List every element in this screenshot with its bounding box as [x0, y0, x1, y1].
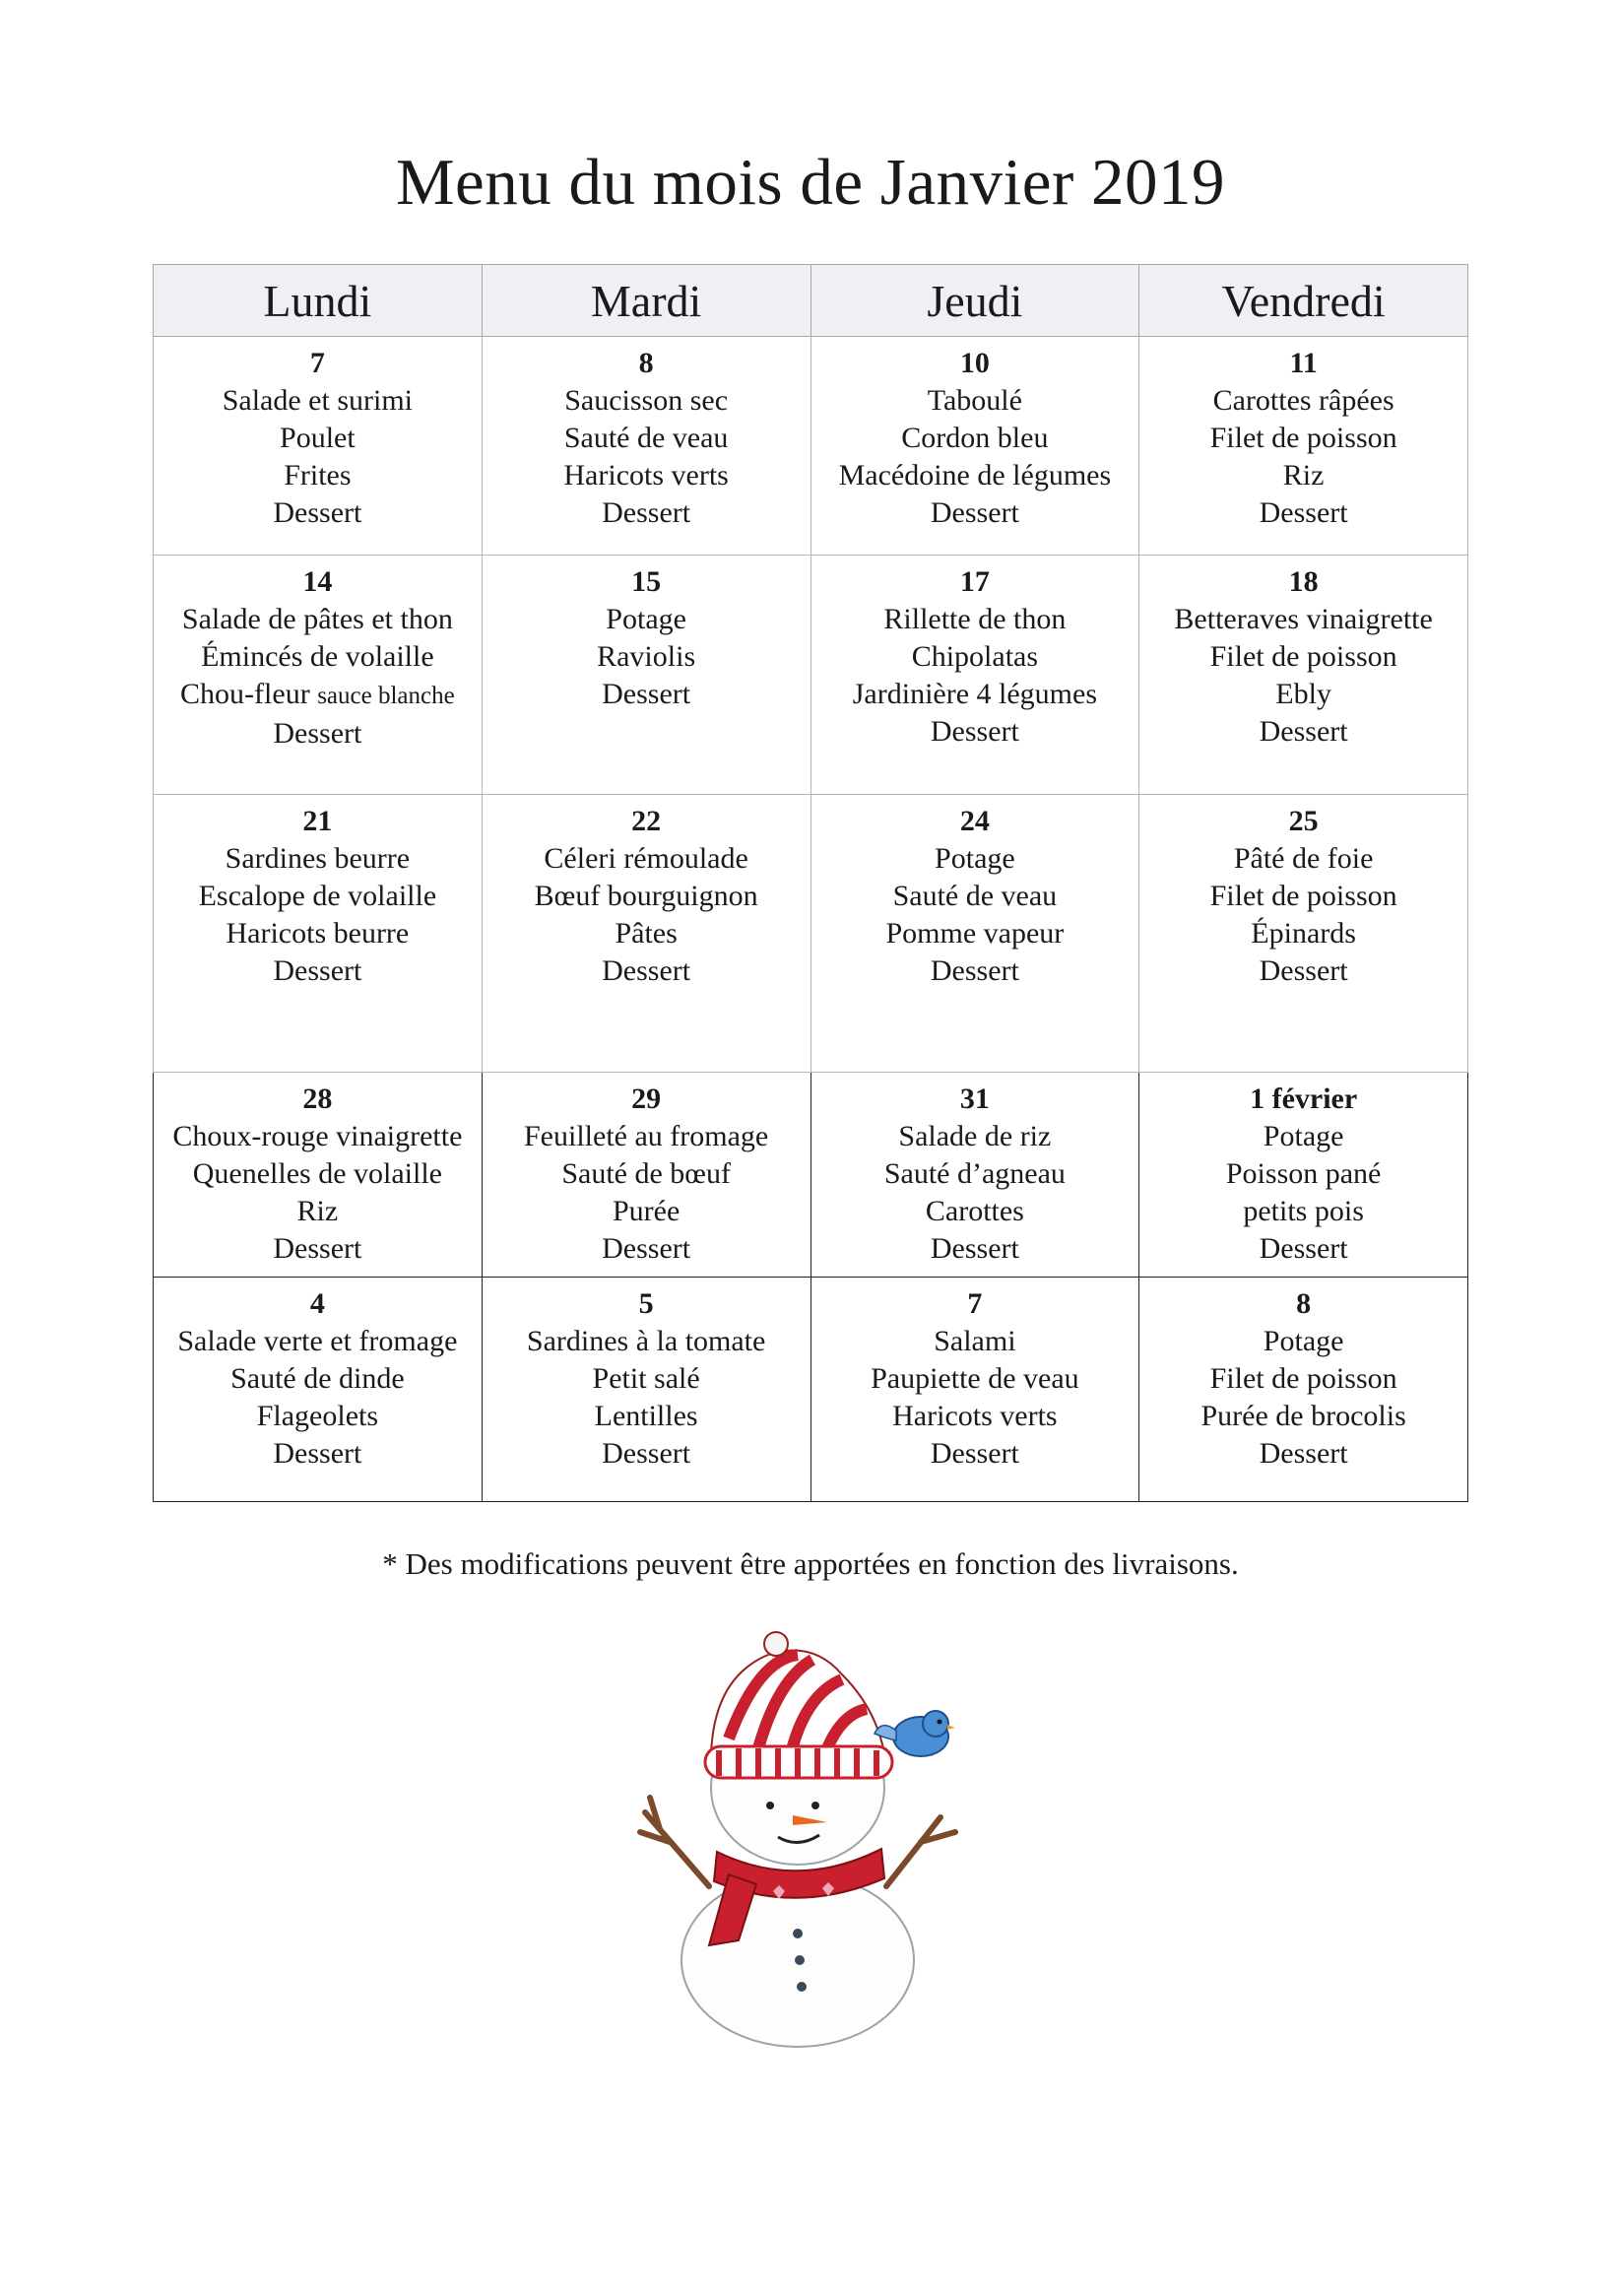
menu-cell-mardi [482, 1278, 810, 1502]
menu-item: Carottes râpées [1212, 384, 1394, 417]
header-mardi: Mardi [482, 265, 810, 337]
menu-item: Dessert [602, 496, 691, 529]
menu-item: Dessert [273, 1232, 362, 1265]
menu-cell-mardi [482, 795, 810, 1073]
menu-cell-vendredi [1139, 556, 1468, 795]
day-number: 10 [959, 347, 990, 379]
menu-item: Salade de pâtes et thon [181, 603, 453, 635]
footnote: * Des modifications peuvent être apportées en fonction des livraisons. [382, 1546, 1239, 1581]
menu-cell-mardi [482, 556, 810, 795]
day-number: 22 [631, 805, 662, 837]
menu-cell-lundi [154, 1073, 483, 1278]
menu-item: Émincés de volaille [201, 640, 434, 673]
menu-item: Riz [1282, 459, 1325, 492]
menu-item: Lentilles [594, 1400, 698, 1432]
day-number: 7 [967, 1287, 983, 1320]
menu-item: Dessert [273, 1437, 362, 1470]
menu-cell-jeudi [810, 795, 1139, 1073]
menu-item: Pâté de foie [1233, 842, 1374, 875]
menu-item: Dessert [273, 496, 362, 529]
menu-item: Purée de brocolis [1200, 1400, 1406, 1432]
day-number: 15 [631, 565, 662, 598]
menu-table [153, 264, 1468, 1502]
menu-cell-lundi [154, 1278, 483, 1502]
menu-item-note: sauce blanche [317, 683, 455, 709]
menu-item: Purée [612, 1195, 681, 1227]
menu-item: Épinards [1251, 917, 1356, 950]
menu-item: Haricots beurre [226, 917, 410, 950]
menu-item: Betteraves vinaigrette [1174, 603, 1433, 635]
menu-item: Salade verte et fromage [177, 1325, 458, 1357]
menu-item: Carottes [925, 1195, 1024, 1227]
header-jeudi: Jeudi [810, 265, 1139, 337]
day-number: 18 [1288, 565, 1319, 598]
menu-item: Salade de riz [898, 1120, 1052, 1152]
menu-cell-jeudi [810, 556, 1139, 795]
menu-item: Escalope de volaille [198, 880, 437, 912]
day-number: 1 février [1250, 1082, 1358, 1115]
menu-cell-vendredi [1139, 1073, 1468, 1278]
menu-item: Potage [935, 842, 1015, 875]
menu-item: Choux-rouge vinaigrette [172, 1120, 463, 1152]
menu-item: Riz [296, 1195, 339, 1227]
day-number: 8 [1296, 1287, 1312, 1320]
day-number: 11 [1289, 347, 1318, 379]
menu-item: Haricots verts [892, 1400, 1058, 1432]
left-arm [640, 1798, 709, 1886]
menu-item: Rillette de thon [883, 603, 1067, 635]
menu-item: Sauté de veau [563, 422, 729, 454]
day-number: 4 [309, 1287, 325, 1320]
right-arm [886, 1817, 955, 1886]
day-number: 21 [302, 805, 333, 837]
menu-item: Potage [1263, 1120, 1344, 1152]
menu-item: Sauté d’agneau [883, 1157, 1066, 1190]
menu-item: Dessert [1259, 496, 1348, 529]
week-row [154, 1278, 1468, 1502]
day-number: 31 [959, 1082, 990, 1115]
button-2 [795, 1955, 805, 1965]
menu-item: Dessert [602, 1437, 691, 1470]
menu-item: Dessert [602, 678, 691, 710]
menu-item: Céleri rémoulade [544, 842, 748, 875]
menu-item: Feuilleté au fromage [524, 1120, 769, 1152]
menu-item: Potage [1263, 1325, 1344, 1357]
day-number: 17 [959, 565, 990, 598]
menu-cell-lundi [154, 337, 483, 556]
menu-item: Filet de poisson [1209, 422, 1397, 454]
day-number: 29 [631, 1082, 662, 1115]
menu-cell-vendredi [1139, 1278, 1468, 1502]
day-number: 5 [638, 1287, 654, 1320]
menu-item: Sardines à la tomate [526, 1325, 766, 1357]
menu-item: Filet de poisson [1209, 1362, 1397, 1395]
pompom [764, 1632, 788, 1656]
menu-item: Dessert [930, 954, 1019, 987]
menu-cell-lundi [154, 556, 483, 795]
menu-item: Pomme vapeur [885, 917, 1065, 950]
left-eye [766, 1802, 774, 1809]
menu-item: Dessert [1259, 954, 1348, 987]
menu-item: Dessert [1259, 1232, 1348, 1265]
menu-item: Haricots verts [563, 459, 729, 492]
header-row [154, 265, 1468, 337]
menu-cell-jeudi [810, 1073, 1139, 1278]
menu-item: Filet de poisson [1209, 640, 1397, 673]
menu-item: petits pois [1243, 1195, 1364, 1227]
header-vendredi: Vendredi [1139, 265, 1468, 337]
menu-item: Dessert [1259, 1437, 1348, 1470]
menu-cell-jeudi [810, 1278, 1139, 1502]
page-title: Menu du mois de Janvier 2019 [395, 146, 1226, 219]
week-row [154, 795, 1468, 1073]
menu-item: Paupiette de veau [871, 1362, 1079, 1395]
menu-item: Sardines beurre [225, 842, 411, 875]
menu-cell-lundi [154, 795, 483, 1073]
snowman-illustration [601, 1620, 995, 2054]
menu-item: Sauté de dinde [230, 1362, 405, 1395]
menu-item: Sauté de veau [892, 880, 1058, 912]
day-number: 7 [309, 347, 325, 379]
menu-item: Dessert [930, 1437, 1019, 1470]
menu-item: Chipolatas [911, 640, 1039, 673]
menu-item: Cordon bleu [901, 422, 1049, 454]
menu-item: Filet de poisson [1209, 880, 1397, 912]
menu-item: Pâtes [615, 917, 678, 950]
week-row [154, 337, 1468, 556]
day-number: 28 [302, 1082, 333, 1115]
menu-item: Taboulé [927, 384, 1022, 417]
menu-cell-jeudi [810, 337, 1139, 556]
menu-item: Ebly [1275, 678, 1331, 710]
menu-item: Salade et surimi [222, 384, 414, 417]
right-eye [811, 1802, 819, 1809]
day-number: 24 [959, 805, 990, 837]
menu-item: Dessert [930, 715, 1019, 748]
menu-item: Dessert [602, 954, 691, 987]
week-row [154, 556, 1468, 795]
menu-item: Bœuf bourguignon [534, 880, 758, 912]
menu-item: Dessert [273, 954, 362, 987]
menu-item: Potage [606, 603, 686, 635]
menu-cell-vendredi [1139, 795, 1468, 1073]
menu-item: Raviolis [597, 640, 696, 673]
menu-item: Flageolets [256, 1400, 379, 1432]
day-number: 8 [638, 347, 654, 379]
menu-item: Chou-fleur sauce blanche [180, 678, 455, 710]
day-number: 14 [302, 565, 333, 598]
menu-item: Dessert [930, 496, 1019, 529]
menu-item: Dessert [930, 1232, 1019, 1265]
week-row [154, 1073, 1468, 1278]
menu-item: Frites [284, 459, 352, 492]
menu-item: Poisson pané [1225, 1157, 1382, 1190]
menu-item: Dessert [1259, 715, 1348, 748]
menu-cell-mardi [482, 337, 810, 556]
button-1 [793, 1929, 803, 1938]
menu-item: Dessert [273, 717, 362, 750]
button-3 [797, 1982, 807, 1992]
menu-cell-vendredi [1139, 337, 1468, 556]
menu-item: Dessert [602, 1232, 691, 1265]
menu-item: Saucisson sec [564, 384, 729, 417]
menu-item: Jardinière 4 légumes [852, 678, 1097, 710]
menu-item: Sauté de bœuf [561, 1157, 731, 1190]
header-lundi: Lundi [154, 265, 483, 337]
menu-item: Macédoine de légumes [838, 459, 1112, 492]
day-number: 25 [1288, 805, 1319, 837]
menu-item: Poulet [280, 422, 356, 454]
menu-cell-mardi [482, 1073, 810, 1278]
menu-item: Quenelles de volaille [192, 1157, 442, 1190]
menu-item: Petit salé [592, 1362, 700, 1395]
menu-item: Salami [934, 1325, 1016, 1357]
